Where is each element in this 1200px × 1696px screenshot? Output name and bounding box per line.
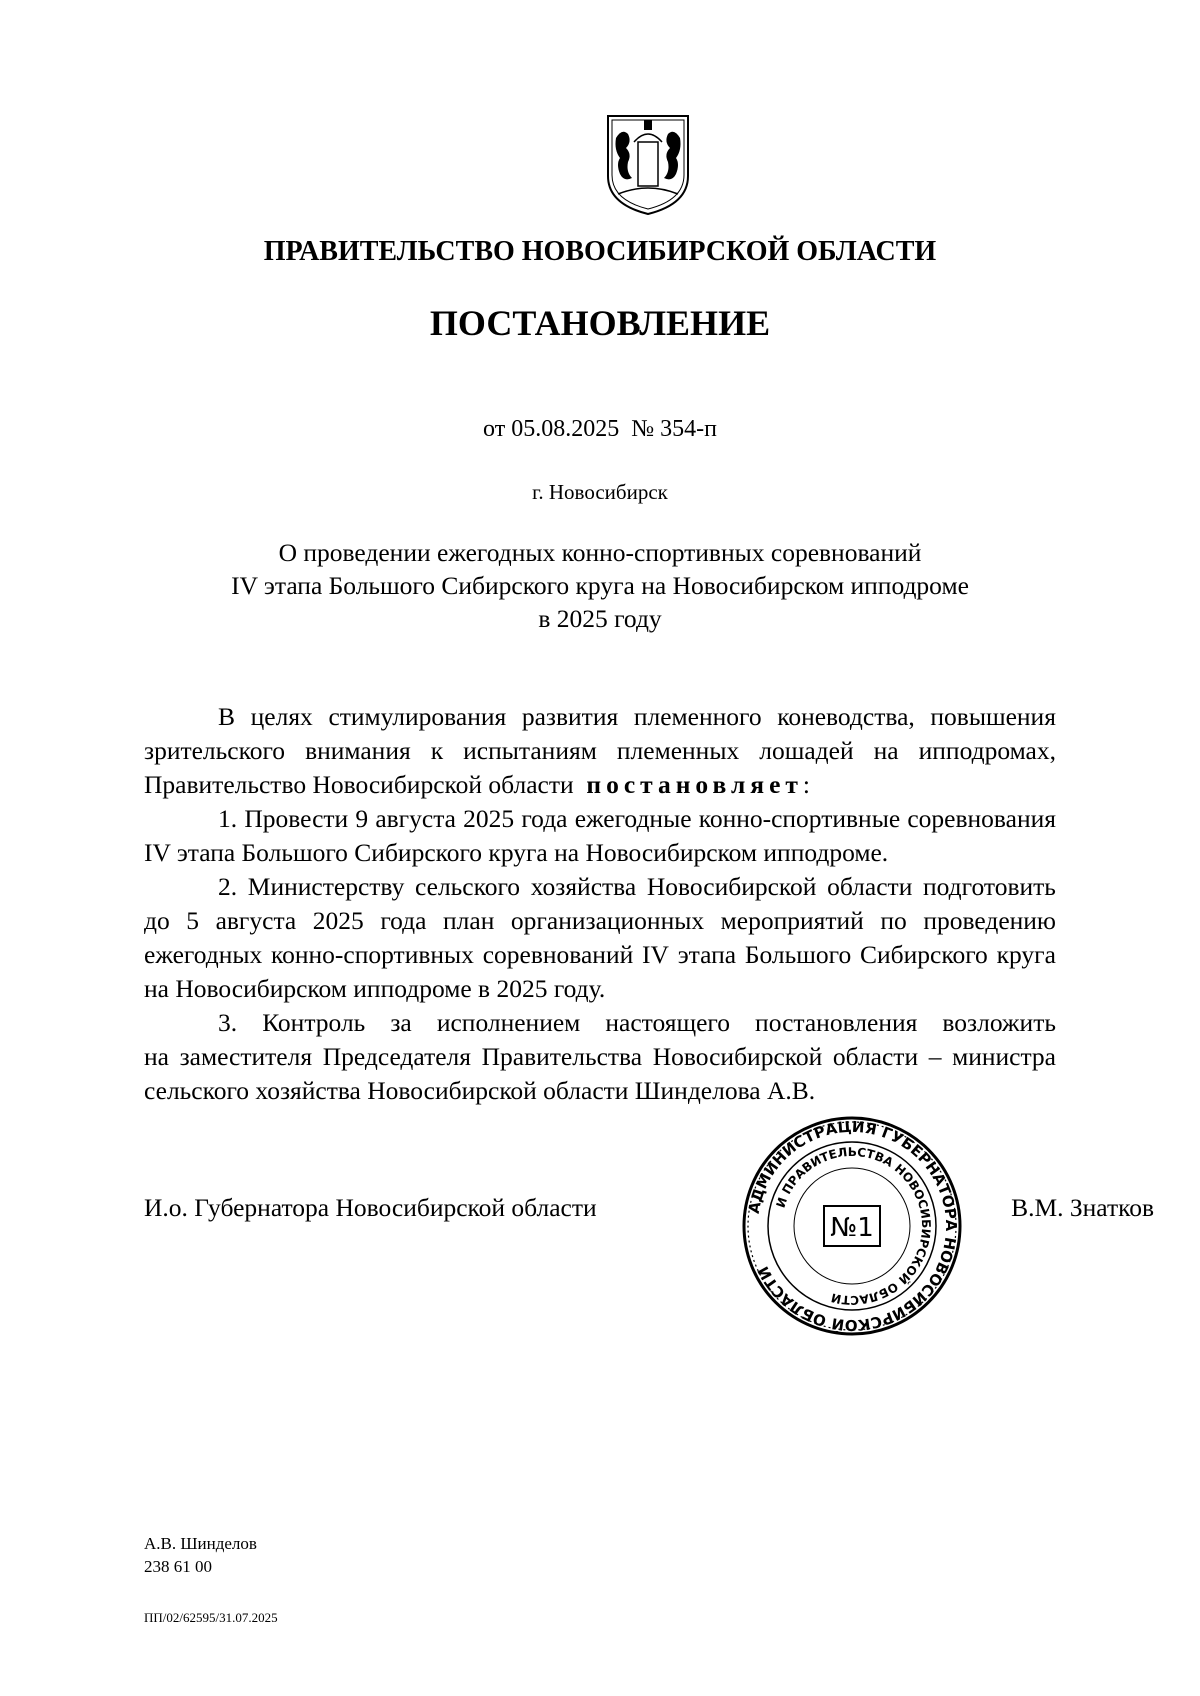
- body-word: испытаниям: [463, 736, 597, 765]
- body-word: конно-спортивные: [698, 804, 901, 833]
- body-word: Большого: [744, 940, 852, 969]
- document-type-title: ПОСТАНОВЛЕНИЕ: [429, 303, 771, 343]
- body-word: проведению: [923, 906, 1056, 935]
- body-word: Министерству: [247, 872, 405, 901]
- body-word: подготовить: [923, 872, 1056, 901]
- body-word: на: [873, 736, 899, 765]
- body-word: Правительства: [481, 1042, 643, 1071]
- body-word: круга: [996, 940, 1056, 969]
- body-word: августа: [215, 906, 297, 935]
- document-city: г. Новосибирск: [532, 480, 668, 504]
- body-line: [144, 904, 1056, 938]
- signatory-name: В.М. Знатков: [1011, 1193, 1154, 1222]
- body-word: исполнением: [436, 1008, 581, 1037]
- body-word: мероприятий: [720, 906, 864, 935]
- document-number: № 354-п: [631, 416, 717, 442]
- subject-line: в 2025 году: [538, 604, 662, 633]
- body-word: года: [380, 906, 427, 935]
- body-word: целях: [250, 702, 313, 731]
- body-line: [144, 700, 1056, 734]
- document-body: [144, 700, 1056, 1108]
- body-word: Новосибирской: [652, 1042, 823, 1071]
- signatory-position: И.о. Губернатора Новосибирской области: [144, 1193, 597, 1222]
- body-word: за: [390, 1008, 412, 1037]
- body-word: 2.: [218, 872, 238, 901]
- document-date: от 05.08.2025: [483, 416, 620, 442]
- document-subject: [180, 536, 1020, 635]
- body-word: внимания: [305, 736, 411, 765]
- preamble-colon: :: [802, 770, 811, 799]
- body-word: соревнований: [482, 940, 634, 969]
- body-word: возложить: [942, 1008, 1056, 1037]
- body-word: конно-спортивных: [271, 940, 474, 969]
- body-line: [144, 802, 1056, 836]
- body-word: Сибирского: [860, 940, 988, 969]
- body-word: развития: [521, 702, 619, 731]
- body-word: лошадей: [759, 736, 854, 765]
- body-word: Провести: [244, 804, 349, 833]
- document-code: ПП/02/62595/31.07.2025: [144, 1610, 278, 1625]
- body-word: племенных: [616, 736, 740, 765]
- coat-of-arms-icon: [604, 112, 692, 218]
- body-word: к: [430, 736, 444, 765]
- body-word: Новосибирской: [646, 872, 817, 901]
- body-word: до: [144, 906, 170, 935]
- body-word: племенного: [633, 702, 762, 731]
- official-seal-icon: [740, 1114, 964, 1338]
- body-word: коневодства,: [777, 702, 915, 731]
- body-line: [144, 768, 1056, 802]
- body-word: августа: [375, 804, 456, 833]
- body-line: [144, 870, 1056, 904]
- body-word: 1.: [218, 804, 238, 833]
- body-word: 5: [186, 906, 200, 935]
- body-word: области: [827, 872, 913, 901]
- body-word: зрительского: [144, 736, 286, 765]
- executor-phone: 238 61 00: [144, 1557, 212, 1576]
- organization-title: ПРАВИТЕЛЬСТВО НОВОСИБИРСКОЙ ОБЛАСТИ: [263, 236, 937, 267]
- seal-outer-text: АДМИНИСТРАЦИЯ ГУБЕРНАТОРА НОВОСИБИРСКОЙ ОБЛАСТИ: [744, 1117, 961, 1335]
- body-word: области: [832, 1042, 919, 1071]
- body-word: по: [880, 906, 907, 935]
- body-word: министра: [952, 1042, 1056, 1071]
- body-word: –: [928, 1042, 942, 1071]
- body-line: сельского хозяйства Новосибирской области Шинделова А.В.: [144, 1076, 816, 1105]
- body-word: сельского: [415, 872, 521, 901]
- body-word: 2025: [312, 906, 364, 935]
- body-line: IV этапа Большого Сибирского круга на Новосибирском ипподроме.: [144, 838, 889, 867]
- body-line: [144, 938, 1056, 972]
- body-word: план: [443, 906, 495, 935]
- body-word: постановления: [755, 1008, 918, 1037]
- subject-line: IV этапа Большого Сибирского круга на Новосибирском ипподроме: [231, 571, 969, 600]
- body-word: организационных: [510, 906, 705, 935]
- body-line: [144, 1040, 1056, 1074]
- body-word: хозяйства: [530, 872, 637, 901]
- body-word: IV: [642, 940, 669, 969]
- seal-inner-text: И ПРАВИТЕЛЬСТВА НОВОСИБИРСКОЙ ОБЛАСТИ: [773, 1144, 934, 1308]
- body-word: на: [144, 1042, 169, 1071]
- body-word: 3.: [218, 1008, 238, 1037]
- subject-line: О проведении ежегодных конно-спортивных соревнований: [278, 538, 922, 567]
- body-word: года: [521, 804, 568, 833]
- body-word: ежегодные: [574, 804, 692, 833]
- body-word: стимулирования: [328, 702, 507, 731]
- seal-center-number: №1: [830, 1213, 874, 1243]
- body-word: этапа: [677, 940, 737, 969]
- body-word: заместителя: [179, 1042, 313, 1071]
- body-word: ежегодных: [144, 940, 263, 969]
- body-line: [144, 1006, 1056, 1040]
- date-number-line: [0, 416, 1200, 443]
- body-word: 2025: [463, 804, 515, 833]
- body-word: 9: [355, 804, 369, 833]
- executor-name: А.В. Шинделов: [144, 1534, 257, 1553]
- body-word: настоящего: [605, 1008, 730, 1037]
- body-word: повышения: [930, 702, 1056, 731]
- body-word: В: [218, 702, 236, 731]
- body-word: соревнования: [907, 804, 1056, 833]
- preamble-subject: Правительство Новосибирской области: [144, 770, 574, 799]
- body-line: на Новосибирском ипподроме в 2025 году.: [144, 974, 606, 1003]
- executor-block: [144, 1532, 257, 1578]
- body-word: ипподромах,: [918, 736, 1056, 765]
- body-word: Председателя: [322, 1042, 471, 1071]
- decree-word: постановляет: [586, 770, 803, 799]
- body-line: [144, 734, 1056, 768]
- body-word: Контроль: [262, 1008, 366, 1037]
